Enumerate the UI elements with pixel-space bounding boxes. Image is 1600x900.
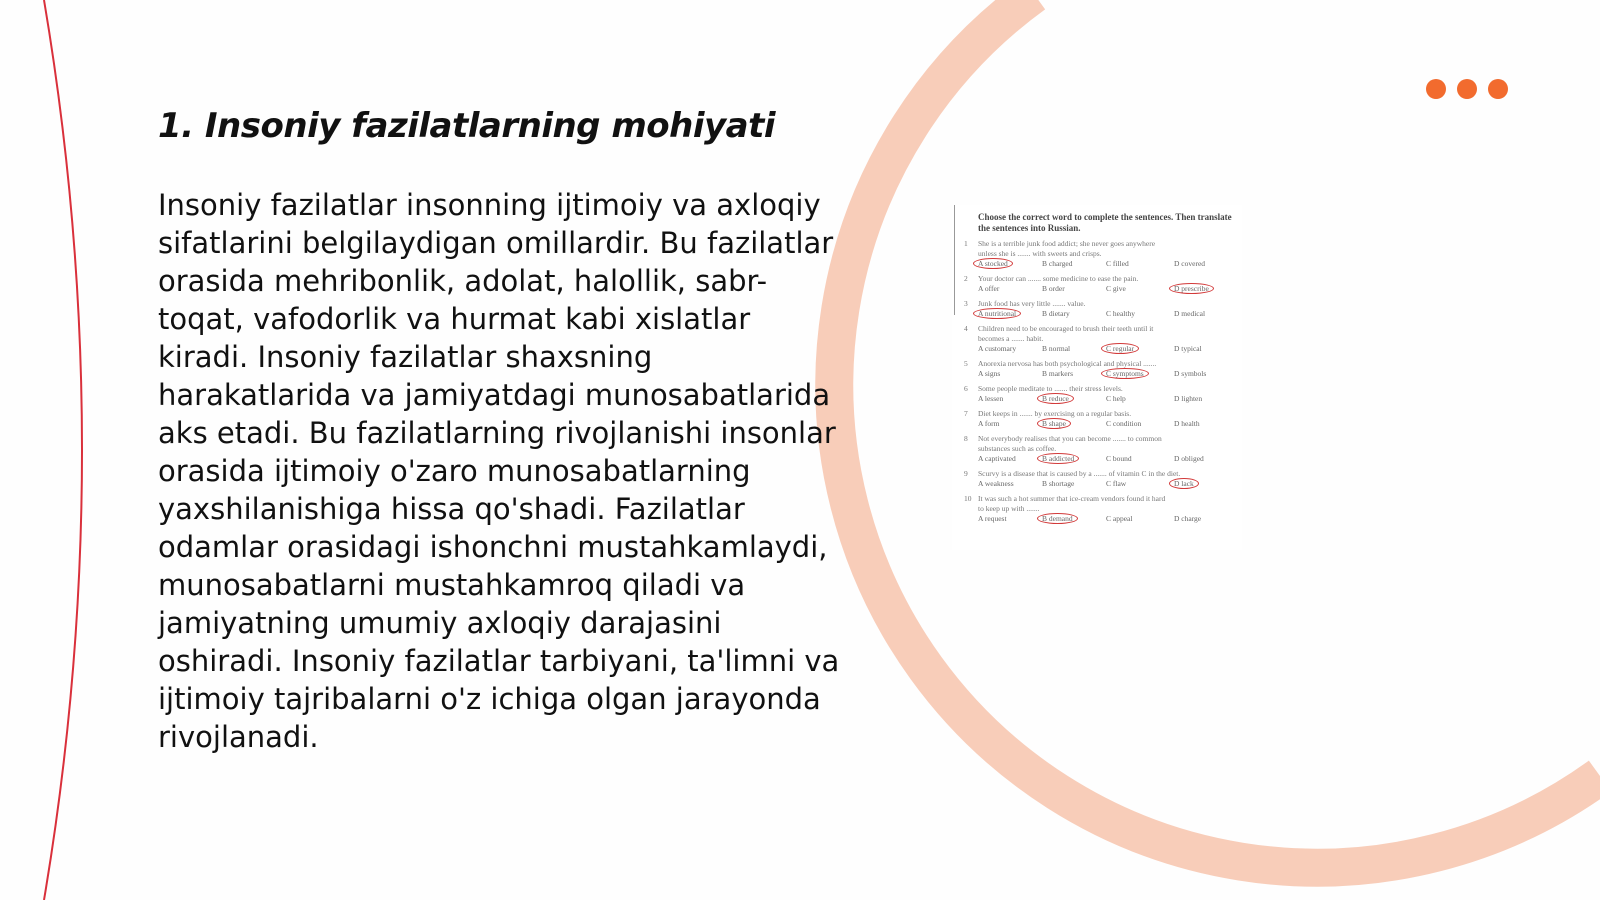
left-accent-line bbox=[44, 0, 82, 900]
worksheet-option: B normal bbox=[1042, 344, 1071, 353]
worksheet-option: A weakness bbox=[978, 479, 1014, 488]
worksheet-item-number: 7 bbox=[964, 409, 968, 418]
worksheet-option: B dietary bbox=[1042, 309, 1070, 318]
worksheet-option: B order bbox=[1042, 284, 1065, 293]
slide-title: 1. Insoniy fazilatlarning mohiyati bbox=[158, 106, 776, 146]
worksheet-option: C bound bbox=[1106, 454, 1132, 463]
worksheet-option: C help bbox=[1106, 394, 1126, 403]
worksheet-option-circled: B shape bbox=[1037, 418, 1071, 429]
worksheet-option: D covered bbox=[1174, 259, 1206, 268]
dot-2 bbox=[1457, 79, 1477, 99]
worksheet-item-number: 10 bbox=[964, 494, 972, 503]
worksheet-item-text: substances such as coffee. bbox=[978, 444, 1057, 453]
worksheet-item-number: 2 bbox=[964, 274, 968, 283]
worksheet-option: A request bbox=[978, 514, 1007, 523]
worksheet-item-text: to keep up with ....... bbox=[978, 504, 1040, 513]
worksheet-item-text: Diet keeps in ....... by exercising on a regular basis. bbox=[978, 409, 1132, 418]
worksheet-option: A signs bbox=[978, 369, 1001, 378]
worksheet-option-circled: B demand bbox=[1037, 513, 1078, 524]
worksheet-option: A lessen bbox=[978, 394, 1004, 403]
worksheet-option: C flaw bbox=[1106, 479, 1127, 488]
worksheet-option: C appeal bbox=[1106, 514, 1133, 523]
worksheet-item-number: 4 bbox=[964, 324, 968, 333]
worksheet-option: B markers bbox=[1042, 369, 1074, 378]
worksheet-option: D health bbox=[1174, 419, 1200, 428]
worksheet-option: D lighten bbox=[1174, 394, 1203, 403]
worksheet-item-text: becomes a ....... habit. bbox=[978, 334, 1044, 343]
worksheet-heading: Choose the correct word to complete the sentences. Then translate the sentences into Russian. bbox=[978, 212, 1232, 233]
worksheet-item-number: 6 bbox=[964, 384, 968, 393]
worksheet-option: D symbols bbox=[1174, 369, 1207, 378]
worksheet-item-text: She is a terrible junk food addict; she never goes anywhere bbox=[978, 239, 1156, 248]
worksheet-item-text: Some people meditate to ....... their stress levels. bbox=[978, 384, 1123, 393]
worksheet-item-text: Not everybody realises that you can become ....... to common bbox=[978, 434, 1162, 443]
worksheet-option-circled: D lack bbox=[1169, 478, 1199, 489]
worksheet-item-text: Children need to be encouraged to brush their teeth until it bbox=[978, 324, 1154, 333]
worksheet-item-text: It was such a hot summer that ice-cream vendors found it hard bbox=[978, 494, 1166, 503]
slide-body-text: Insoniy fazilatlar insonning ijtimoiy va axloqiy sifatlarini belgilaydigan omillardir. Bu fazilatlar orasida mehribonlik, adolat, halollik, sabr-toqat, vafodorlik va hurmat kabi xislatlar kiradi. Insoniy fazilatlar shaxsning harakatlarida va jamiyatdagi munosabatlarida aks etadi. Bu fazilatlarning rivojlanishi insonlar orasida ijtimoiy o'zaro munosabatlarning yaxshilanishiga hissa qo'shadi. Fazilatlar odamlar orasidagi ishonchni mustahkamlaydi, munosabatlarni mustahkamroq qiladi va jamiyatning umumiy axloqiy darajasini oshiradi. Insoniy fazilatlar tarbiyani, ta'limni va ijtimoiy tajribalarni o'z ichiga olgan jarayonda rivojlanadi. bbox=[158, 188, 840, 754]
worksheet-item-number: 9 bbox=[964, 469, 968, 478]
worksheet-option-circled: C regular bbox=[1101, 343, 1139, 354]
dot-1 bbox=[1426, 79, 1446, 99]
worksheet-item-text: Junk food has very little ....... value. bbox=[978, 299, 1086, 308]
worksheet-option: C give bbox=[1106, 284, 1126, 293]
worksheet-option-circled: C symptoms bbox=[1101, 368, 1149, 379]
worksheet-item-text: Your doctor can ....... some medicine to ease the pain. bbox=[978, 274, 1139, 283]
worksheet-option-circled: A nutritional bbox=[973, 308, 1021, 319]
worksheet-option: C filled bbox=[1106, 259, 1129, 268]
worksheet-option-circled: B reduce bbox=[1037, 393, 1074, 404]
worksheet-item-number: 3 bbox=[964, 299, 968, 308]
worksheet-option: A customary bbox=[978, 344, 1017, 353]
worksheet-option-circled: D prescribe bbox=[1169, 283, 1214, 294]
worksheet-option-circled: B addicted bbox=[1037, 453, 1079, 464]
worksheet-item-number: 1 bbox=[964, 239, 968, 248]
worksheet-option: D charge bbox=[1174, 514, 1202, 523]
worksheet-margin-rule bbox=[954, 205, 955, 315]
worksheet-option: D typical bbox=[1174, 344, 1202, 353]
menu-dots-icon bbox=[1426, 79, 1508, 99]
worksheet-option: C healthy bbox=[1106, 309, 1135, 318]
worksheet-item-text: unless she is ....... with sweets and crisps. bbox=[978, 249, 1102, 258]
worksheet-option: A captivated bbox=[978, 454, 1016, 463]
worksheet-option: D medical bbox=[1174, 309, 1206, 318]
worksheet-option: C condition bbox=[1106, 419, 1142, 428]
worksheet-image bbox=[952, 205, 1242, 550]
worksheet-item-text: Scurvy is a disease that is caused by a ....... of vitamin C in the diet. bbox=[978, 469, 1181, 478]
worksheet-item-text: Anorexia nervosa has both psychological and physical ....... bbox=[978, 359, 1157, 368]
worksheet-item-number: 5 bbox=[964, 359, 968, 368]
worksheet-item-number: 8 bbox=[964, 434, 968, 443]
worksheet-option: A form bbox=[978, 419, 1000, 428]
worksheet-option-circled: A stocked bbox=[973, 258, 1013, 269]
dot-3 bbox=[1488, 79, 1508, 99]
worksheet-option: B charged bbox=[1042, 259, 1073, 268]
worksheet-option: D obliged bbox=[1174, 454, 1204, 463]
worksheet-option: B shortage bbox=[1042, 479, 1075, 488]
worksheet-option: A offer bbox=[978, 284, 1000, 293]
